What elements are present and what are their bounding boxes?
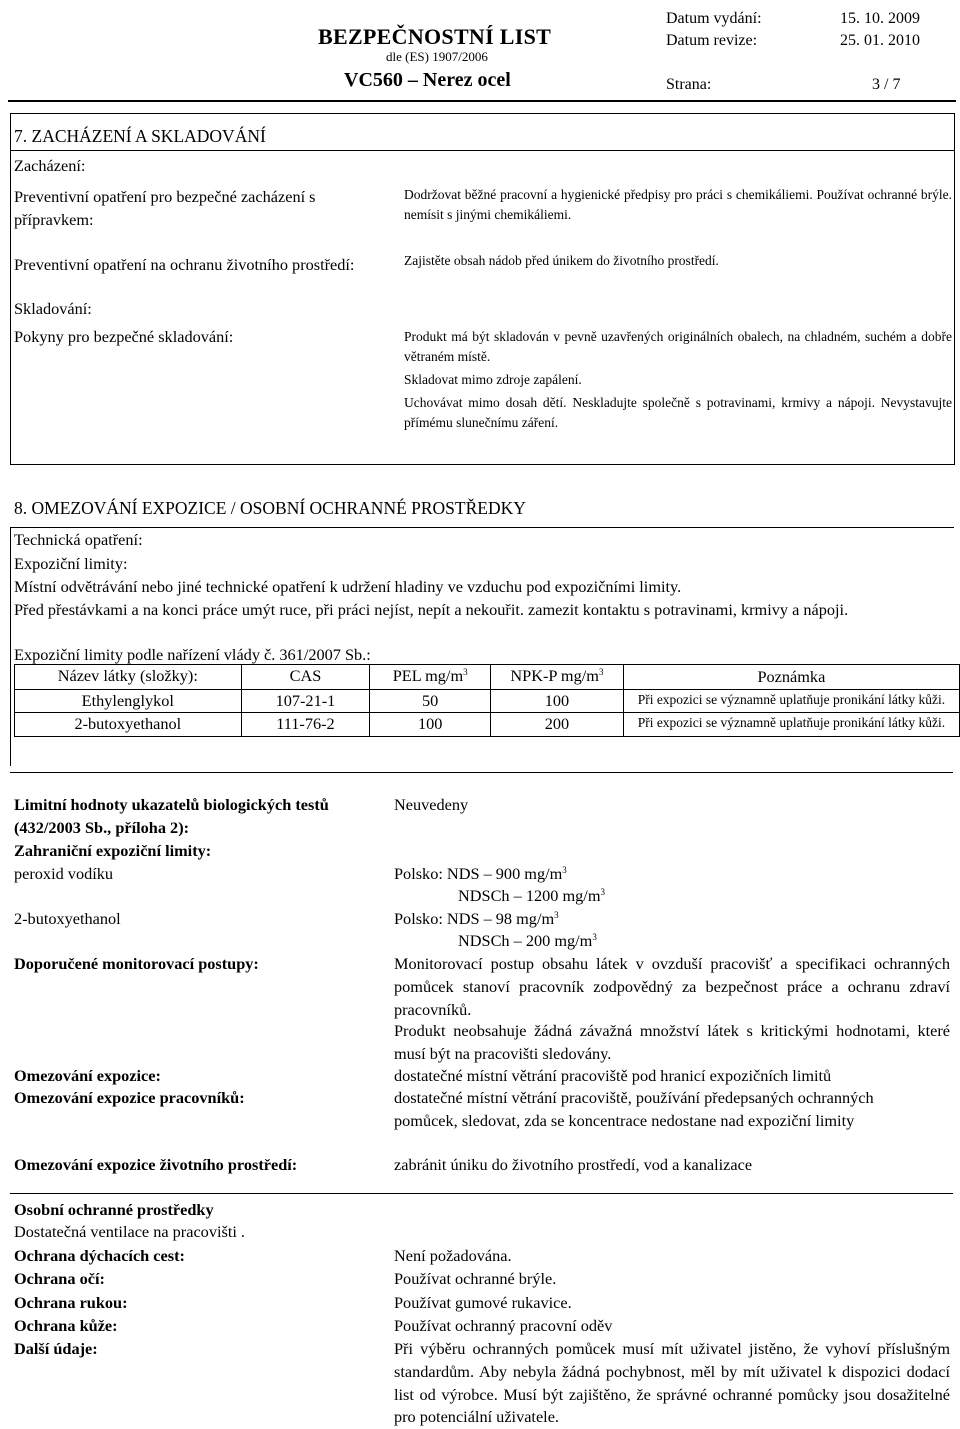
monitoring-text-2: Produkt neobsahuje žádná závažná množství látek s kritickými hodnotami, které musí být na pracovišti sledovány. [394,1021,950,1063]
handling-heading: Zacházení: [14,156,86,175]
issue-date: 15. 10. 2009 [840,10,920,27]
skin-label: Ochrana kůže: [14,1316,118,1335]
document-title: BEZPEČNOSTNÍ LIST [318,24,552,49]
table-row [15,713,960,737]
revision-date-label: Datum revize: [666,32,758,49]
foreign-limits-label: Zahraniční expoziční limity: [14,841,212,860]
monitoring-label: Doporučené monitorovací postupy: [14,954,259,973]
col-substance: Název látky (složky): [15,665,242,690]
limits-reference: Expoziční limity podle nařízení vlády č. 361/2007 Sb.: [14,645,371,664]
cell-cas: 111-76-2 [241,713,370,737]
bxe-limit-2: NDSCh – 200 $mg/m^3$ [458,931,597,950]
section-8-title: 8. OMEZOVÁNÍ EXPOZICE / OSOBNÍ OCHRANNÉ PROSTŘEDKY [14,498,526,518]
col-pel: PEL $mg/m^3$ [370,665,491,690]
prev-handling-label: Preventivní opatření pro bezpečné zacházení s přípravkem: [14,187,316,229]
section-7-divider [10,150,954,151]
col-note: Poznámka [623,665,959,690]
exposure-control-text: dostatečné místní větrání pracoviště pod hranicí expozičních limitů [394,1066,832,1085]
h2o2-limit-1: Polsko: NDS – 900 $mg/m^3$ [394,864,567,883]
bio-limits-label: Limitní hodnoty ukazatelů biologických testů (432/2003 Sb., příloha 2): [14,795,329,837]
worker-exposure-label: Omezování expozice pracovníků: [14,1088,245,1107]
page-number: 3 / 7 [872,76,901,93]
page-label: Strana: [666,76,712,93]
resp-label: Ochrana dýchacích cest: [14,1246,185,1265]
cell-npk: 100 [491,689,624,713]
storage-heading: Skladování: [14,299,92,318]
h2o2-limit-2: NDSCh – 1200 $mg/m^3$ [458,886,605,905]
exposure-limits-heading: Expoziční limity: [14,554,128,573]
eye-label: Ochrana očí: [14,1269,105,1288]
storage-instr-label: Pokyny pro bezpečné skladování: [14,327,234,346]
cell-note: Při expozici se významně uplatňuje pronikání látky kůži. [623,713,959,737]
other-text: Při výběru ochranných pomůcek musí mít uživatel jistěno, že vyhoví příslušným standardům. Aby nebyla žádná pochybnost, měl by mít uživatel k dispozici dodací list od výrobce. Musí být zajištěno, že správné ochranné pomůcky jsou dosažitelné pro potenciální uživatele. [394,1339,950,1427]
cell-npk: 200 [491,713,624,737]
other-label: Další údaje: [14,1339,98,1358]
issue-date-label: Datum vydání: [666,10,762,27]
bio-limits-value: Neuvedeny [394,795,469,814]
section-7-title: 7. ZACHÁZENÍ A SKLADOVÁNÍ [14,126,266,146]
env-text: Zajistěte obsah nádob před únikem do životního prostředí. [404,253,719,268]
handling-text: Dodržovat běžné pracovní a hygienické předpisy pro práci s chemikáliemi. Používat ochranné brýle. nemísit s jinými chemikáliemi. [404,187,952,222]
cell-pel: 50 [370,689,491,713]
product-name: VC560 – Nerez ocel [344,69,511,91]
substance-h2o2: peroxid vodíku [14,864,114,883]
cell-cas: 107-21-1 [241,689,370,713]
ppe-heading: Osobní ochranné prostředky [14,1200,214,1219]
ppe-ventilation: Dostatečná ventilace na pracovišti . [14,1222,246,1241]
revision-date: 25. 01. 2010 [840,32,920,49]
col-npk: NPK-P $mg/m^3$ [491,665,624,690]
table-header-row [15,665,960,690]
exposure-control-label: Omezování expozice: [14,1066,161,1085]
section-8-divider [10,772,953,773]
eye-text: Používat ochranné brýle. [394,1269,557,1288]
skin-text: Používat ochranný pracovní oděv [394,1316,613,1335]
storage-text-3: Uchovávat mimo dosah dětí. Neskladujte společně s potravinami, krmivy a nápoji. Nevystavujte přímému slunečnímu záření. [404,395,952,431]
header-divider [8,100,956,102]
env-exposure-label: Omezování expozice životního prostředí: [14,1155,298,1174]
ppe-divider [10,1193,953,1194]
cell-substance: 2-butoxyethanol [15,713,242,737]
cell-pel: 100 [370,713,491,737]
tech-measures-heading: Technická opatření: [14,530,143,549]
hand-label: Ochrana rukou: [14,1293,128,1312]
table-row [15,689,960,713]
col-cas: CAS [241,665,370,690]
env-exposure-text: zabránit úniku do životního prostředí, vod a kanalizace [394,1155,753,1174]
bxe-limit-1: Polsko: NDS – 98 $mg/m^3$ [394,909,559,928]
tech-measures-text: Místní odvětrávání nebo jiné technické opatření k udržení hladiny ve vzduchu pod expozičními limity. [14,577,682,596]
exposure-limits-table [14,664,960,737]
regulation-ref: dle (ES) 1907/2006 [386,49,488,64]
worker-exposure-text: dostatečné místní větrání pracoviště, používání předepsaných ochranných pomůcek, sledovat, zda se koncentrace nedostane nad expoziční limity [394,1088,874,1130]
substance-butoxyethanol: 2-butoxyethanol [14,909,121,928]
resp-text: Není požadována. [394,1246,512,1265]
monitoring-text-1: Monitorovací postup obsahu látek v ovzduší pracovišť a specifikaci ochranných pomůcek stanoví pracovník zodpovědný za bezpečnost práce a ochranu zdraví pracovníků. [394,954,950,1019]
storage-text-1: Produkt má být skladován v pevně uzavřených originálních obalech, na chladném, suchém a dobře větraném místě. [404,329,952,365]
hand-text: Používat gumové rukavice. [394,1293,572,1312]
storage-text-2: Skladovat mimo zdroje zapálení. [404,372,582,387]
cell-substance: Ethylenglykol [15,689,242,713]
prev-env-label: Preventivní opatření na ochranu životního prostředí: [14,255,355,274]
hygiene-text: Před přestávkami a na konci práce umýt ruce, při práci nejíst, nepít a nekouřit. zamezit kontaktu s potravinami, krmivy a nápoji. [14,600,849,619]
cell-note: Při expozici se významně uplatňuje pronikání látky kůži. [623,689,959,713]
